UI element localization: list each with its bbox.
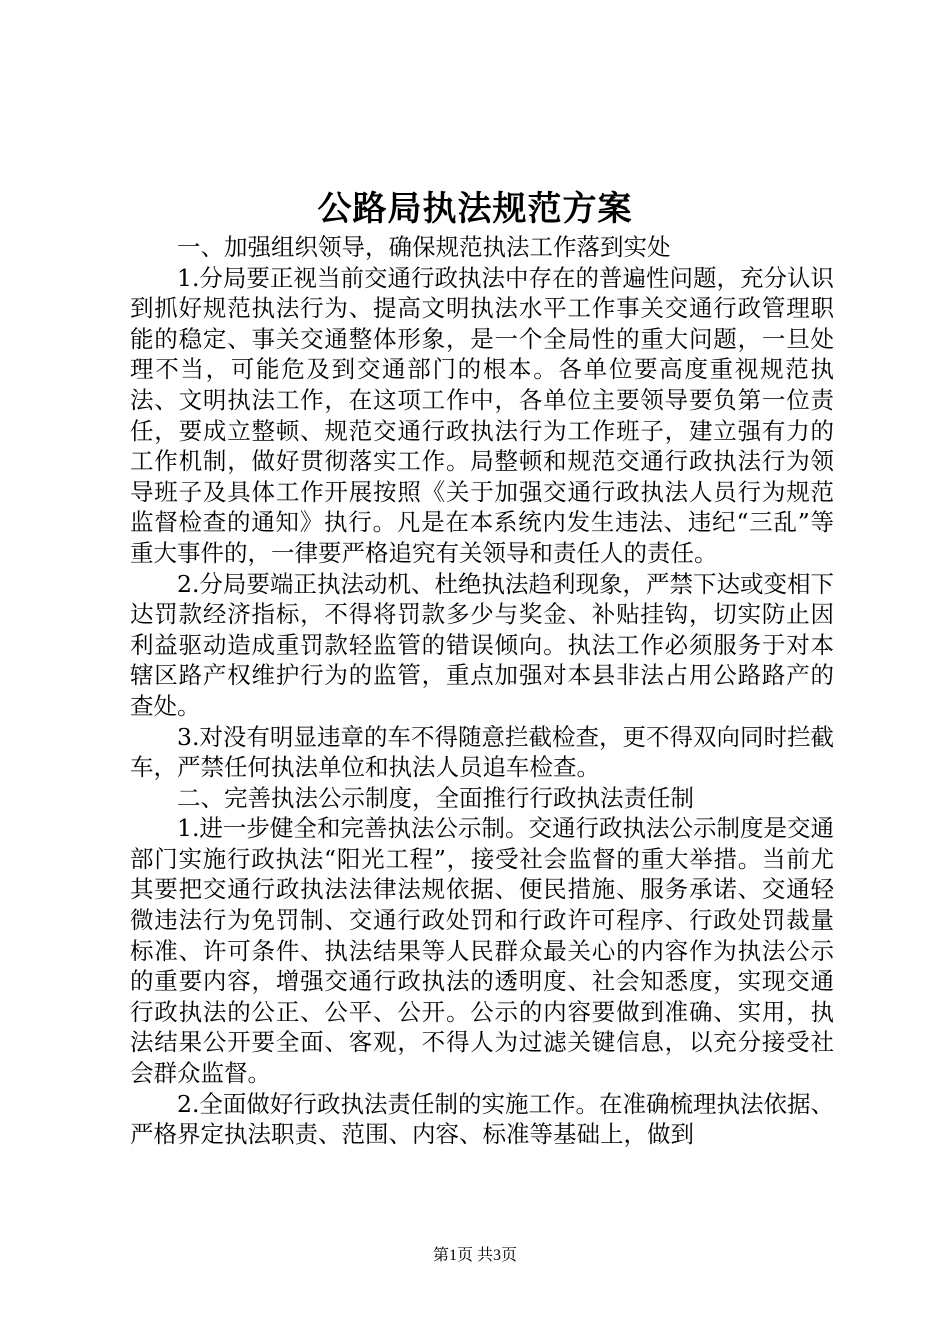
paragraph: 1.分局要正视当前交通行政执法中存在的普遍性问题，充分认识到抓好规范执法行为、提高文明执法水平工作事关交通行政管理职能的稳定、事关交通整体形象，是一个全局性的重大问题，一旦处理不当，可能危及到交通部门的根本。各单位要高度重视规范执法、文明执法工作，在这项工作中，各单位主要领导要负第一位责任，要成立整顿、规范交通行政执法行为工作班子，建立强有力的工作机制，做好贯彻落实工作。局整顿和规范交通行政执法行为领导班子及具体工作开展按照《关于加强交通行政执法人员行为规范监督检查的通知》执行。凡是在本系统内发生违法、违纪“三乱”等重大事件的，一律要严格追究有关领导和责任人的责任。 — [130, 263, 834, 567]
document-body — [130, 232, 834, 1150]
paragraph: 1.进一步健全和完善执法公示制。交通行政执法公示制度是交通部门实施行政执法“阳光工程”，接受社会监督的重大举措。当前尤其要把交通行政执法法律法规依据、便民措施、服务承诺、交通轻微违法行为免罚制、交通行政处罚和行政许可程序、行政处罚裁量标准、许可条件、执法结果等人民群众最关心的内容作为执法公示的重要内容，增强交通行政执法的透明度、社会知悉度，实现交通行政执法的公正、公平、公开。公示的内容要做到准确、实用，执法结果公开要全面、客观，不得人为过滤关键信息，以充分接受社会群众监督。 — [130, 814, 834, 1088]
page-number-footer: 第1页 共3页 — [432, 1247, 517, 1264]
paragraph: 2.全面做好行政执法责任制的实施工作。在准确梳理执法依据、严格界定执法职责、范围、内容、标准等基础上，做到 — [130, 1089, 834, 1149]
section-heading: 一、加强组织领导，确保规范执法工作落到实处 — [177, 233, 671, 261]
paragraph: 2.分局要端正执法动机、杜绝执法趋利现象，严禁下达或变相下达罚款经济指标，不得将罚款多少与奖金、补贴挂钩，切实防止因利益驱动造成重罚款轻监管的错误倾向。执法工作必须服务于对本辖区路产权维护行为的监管，重点加强对本县非法占用公路路产的查处。 — [130, 569, 834, 720]
document-title: 公路局执法规范方案 — [317, 189, 633, 229]
paragraph: 3.对没有明显违章的车不得随意拦截检查，更不得双向同时拦截车，严禁任何执法单位和执法人员追车检查。 — [130, 722, 834, 782]
section-heading: 二、完善执法公示制度，全面推行行政执法责任制 — [177, 783, 694, 812]
